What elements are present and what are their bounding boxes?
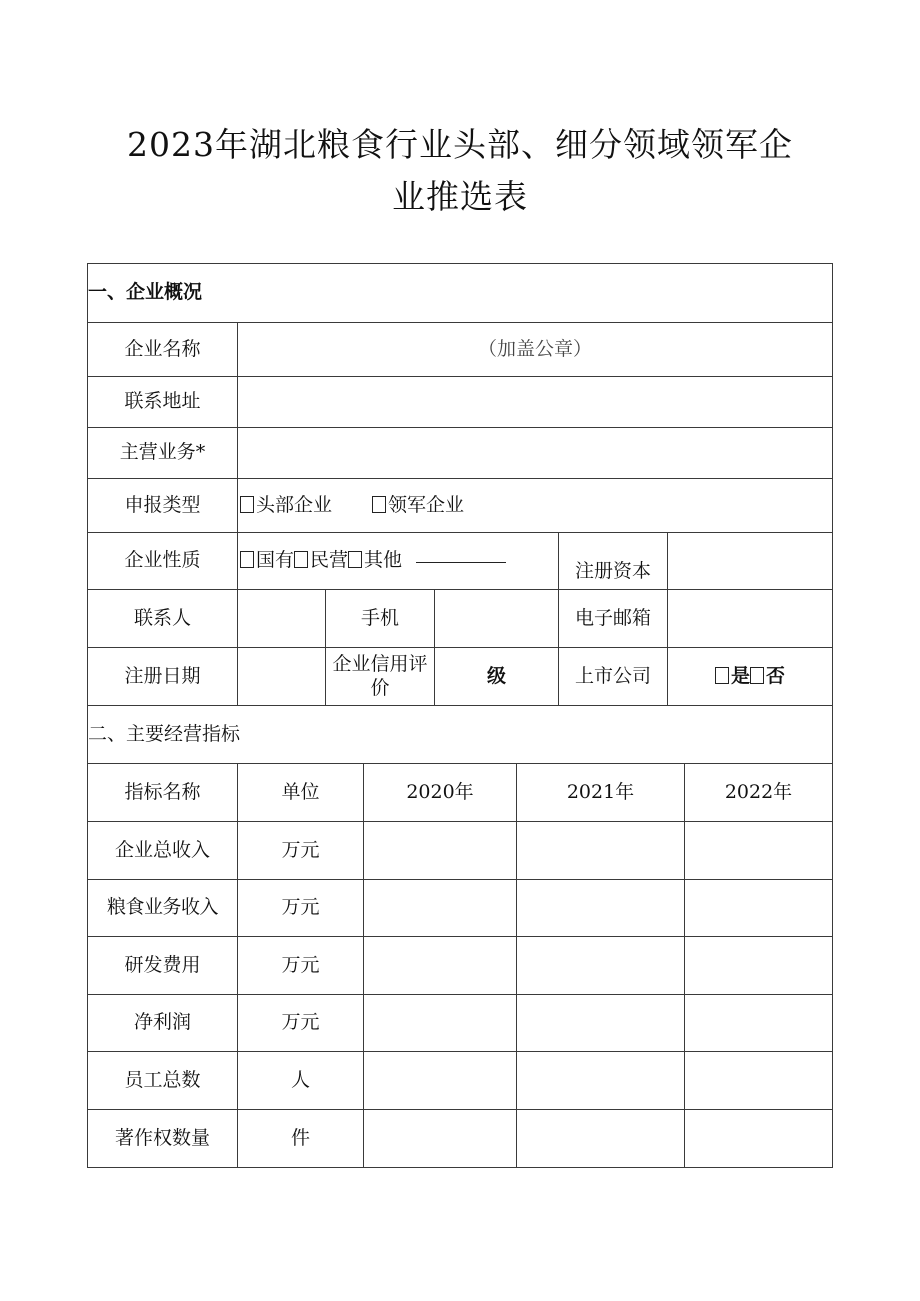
form-title-line1: 2023年湖北粮食行业头部、细分领域领军企: [127, 125, 793, 164]
row-unit: 万元: [281, 838, 320, 861]
row-name-total-revenue: 企业总收入: [114, 838, 210, 861]
address-label: 联系地址: [124, 390, 201, 413]
email-field[interactable]: [668, 590, 832, 647]
row-name-copyrights: 著作权数量: [114, 1126, 210, 1149]
option-listed-no[interactable]: 否: [750, 666, 785, 688]
option-head-enterprise[interactable]: 头部企业: [240, 495, 332, 517]
checkbox-icon[interactable]: [372, 496, 386, 513]
checkbox-icon[interactable]: [240, 551, 254, 568]
row-unit: 件: [290, 1126, 310, 1149]
checkbox-icon[interactable]: [240, 496, 254, 513]
value-cell-2020[interactable]: [364, 880, 516, 936]
value-cell-2022[interactable]: [685, 880, 832, 936]
option-listed-yes[interactable]: 是: [715, 666, 750, 688]
row-unit: 人: [290, 1068, 310, 1091]
registered-capital-label: 注册资本: [574, 560, 651, 583]
value-cell-2021[interactable]: [517, 937, 684, 994]
value-cell-2021[interactable]: [517, 822, 684, 879]
checkbox-icon[interactable]: [715, 667, 729, 684]
company-name-label: 企业名称: [124, 337, 201, 360]
value-cell-2021[interactable]: [517, 995, 684, 1051]
row-name-employees: 员工总数: [124, 1068, 201, 1091]
value-cell-2022[interactable]: [685, 1110, 832, 1167]
nature-options: [240, 533, 558, 589]
row-name-grain-revenue: 粮食业务收入: [106, 896, 218, 919]
value-cell-2021[interactable]: [517, 880, 684, 936]
section-heading-overview: 一、企业概况: [88, 281, 203, 304]
header-unit: 单位: [281, 780, 320, 803]
contact-label: 联系人: [133, 606, 191, 629]
registered-capital-field[interactable]: [668, 533, 832, 589]
value-cell-2022[interactable]: [685, 937, 832, 994]
section-heading-indicators: 二、主要经营指标: [88, 722, 241, 745]
option-other[interactable]: 其他: [348, 550, 402, 572]
value-cell-2021[interactable]: [517, 1110, 684, 1167]
header-year-2022: 2022年: [724, 780, 793, 803]
option-state-owned[interactable]: 国有: [240, 550, 294, 572]
declare-type-label: 申报类型: [124, 493, 201, 516]
other-blank-line[interactable]: [416, 560, 506, 563]
listed-options: [668, 648, 832, 705]
email-label: 电子邮箱: [574, 606, 651, 629]
header-year-2021: 2021年: [566, 780, 635, 803]
credit-level-suffix: 级: [486, 664, 506, 687]
checkbox-icon[interactable]: [348, 551, 362, 568]
value-cell-2021[interactable]: [517, 1052, 684, 1109]
row-name-net-profit: 净利润: [133, 1011, 191, 1034]
reg-date-field[interactable]: [238, 648, 325, 705]
address-field[interactable]: [238, 377, 832, 427]
nature-label: 企业性质: [124, 549, 201, 572]
row-unit: 万元: [281, 896, 320, 919]
value-cell-2020[interactable]: [364, 937, 516, 994]
mobile-label: 手机: [360, 606, 399, 629]
option-leading-enterprise[interactable]: 领军企业: [372, 495, 464, 517]
row-unit: 万元: [281, 1011, 320, 1034]
value-cell-2022[interactable]: [685, 995, 832, 1051]
value-cell-2020[interactable]: [364, 995, 516, 1051]
company-name-field[interactable]: [238, 323, 832, 376]
row-name-rd-cost: 研发费用: [124, 953, 201, 976]
mobile-field[interactable]: [435, 590, 558, 647]
value-cell-2022[interactable]: [685, 1052, 832, 1109]
credit-level-field[interactable]: [435, 648, 558, 705]
row-unit: 万元: [281, 953, 320, 976]
value-cell-2020[interactable]: [364, 1110, 516, 1167]
reg-date-label: 注册日期: [124, 664, 201, 687]
main-business-field[interactable]: [238, 428, 832, 478]
value-cell-2020[interactable]: [364, 1052, 516, 1109]
checkbox-icon[interactable]: [750, 667, 764, 684]
company-seal-hint: （加盖公章）: [477, 337, 592, 360]
form-title-line2: 业推选表: [392, 177, 528, 216]
option-private[interactable]: 民营: [294, 550, 348, 572]
main-business-label: 主营业务*: [119, 441, 206, 464]
credit-label: 企业信用评价: [332, 652, 428, 699]
header-indicator-name: 指标名称: [124, 780, 201, 803]
contact-field[interactable]: [238, 590, 325, 647]
listed-label: 上市公司: [574, 664, 651, 687]
header-year-2020: 2020年: [406, 780, 474, 803]
checkbox-icon[interactable]: [294, 551, 308, 568]
declare-type-options: [240, 479, 832, 532]
value-cell-2022[interactable]: [685, 822, 832, 879]
value-cell-2020[interactable]: [364, 822, 516, 879]
